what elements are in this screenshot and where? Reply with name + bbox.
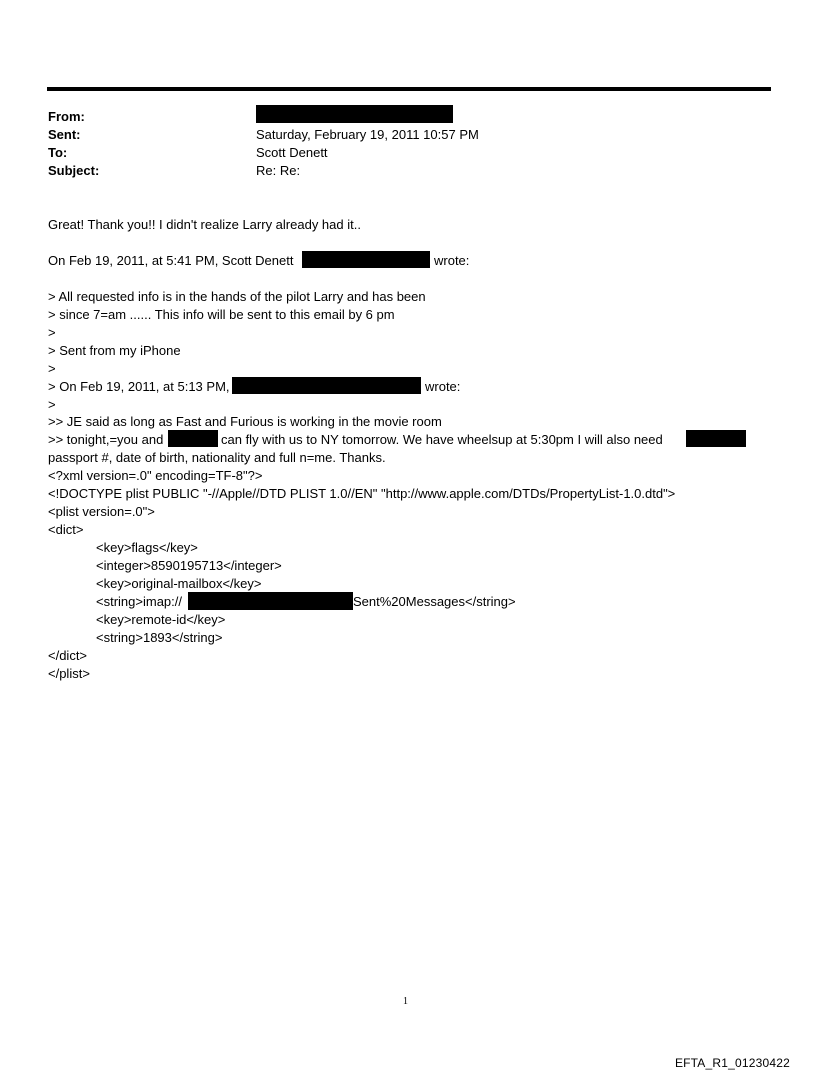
body-line: Great! Thank you!! I didn't realize Larry already had it.. [48, 217, 361, 232]
quote-line: > On Feb 19, 2011, at 5:13 PM, [48, 379, 230, 394]
reply-suffix: wrote: [434, 253, 470, 268]
code-line: <string>1893</string> [96, 630, 223, 645]
code-line: Sent%20Messages</string> [353, 594, 516, 609]
code-line: <key>original-mailbox</key> [96, 576, 262, 591]
sender-redaction [232, 377, 421, 394]
code-line: <key>remote-id</key> [96, 612, 226, 627]
code-line: <dict> [48, 522, 84, 537]
code-line: <!DOCTYPE plist PUBLIC "-//Apple//DTD PLIST 1.0//EN" "http://www.apple.com/DTDs/PropertyList-1.0.dtd"> [48, 486, 676, 501]
quote-line: > All requested info is in the hands of the pilot Larry and has been [48, 289, 426, 304]
subject-label: Subject: [48, 163, 100, 178]
email-redaction [302, 251, 430, 268]
header-rule [47, 87, 771, 91]
from-label: From: [48, 109, 85, 124]
code-line: <string>imap:// [96, 594, 182, 609]
quote-line: > since 7=am ...... This info will be sent to this email by 6 pm [48, 307, 395, 322]
name-redaction [168, 430, 218, 447]
quote-line: passport #, date of birth, nationality and full n=me. Thanks. [48, 450, 386, 465]
quote-line: > [48, 325, 56, 340]
code-line: <integer>8590195713</integer> [96, 558, 282, 573]
quote-line: >> JE said as long as Fast and Furious is working in the movie room [48, 414, 442, 429]
code-line: <key>flags</key> [96, 540, 198, 555]
code-line: </dict> [48, 648, 88, 663]
quote-line: > Sent from my iPhone [48, 343, 181, 358]
quote-line: can fly with us to NY tomorrow. We have wheelsup at 5:30pm I will also need [221, 432, 663, 447]
reply-prefix: On Feb 19, 2011, at 5:41 PM, Scott Denett [48, 253, 294, 268]
to-label: To: [48, 145, 68, 160]
sent-value: Saturday, February 19, 2011 10:57 PM [256, 127, 479, 142]
quote-line: >> tonight,=you and [48, 432, 164, 447]
quote-line: > [48, 397, 56, 412]
code-line: <?xml version=.0" encoding=TF-8"?> [48, 468, 263, 483]
quote-line: > [48, 361, 56, 376]
quote-line: wrote: [425, 379, 461, 394]
from-redaction [256, 105, 453, 123]
code-line: <plist version=.0"> [48, 504, 155, 519]
document-id: EFTA_R1_01230422 [674, 1056, 790, 1070]
page-number: 1 [403, 996, 408, 1007]
mailbox-redaction [188, 592, 353, 610]
subject-value: Re: Re: [256, 163, 301, 178]
to-value: Scott Denett [256, 145, 328, 160]
code-line: </plist> [48, 666, 90, 681]
name-redaction [686, 430, 746, 447]
sent-label: Sent: [48, 127, 81, 142]
